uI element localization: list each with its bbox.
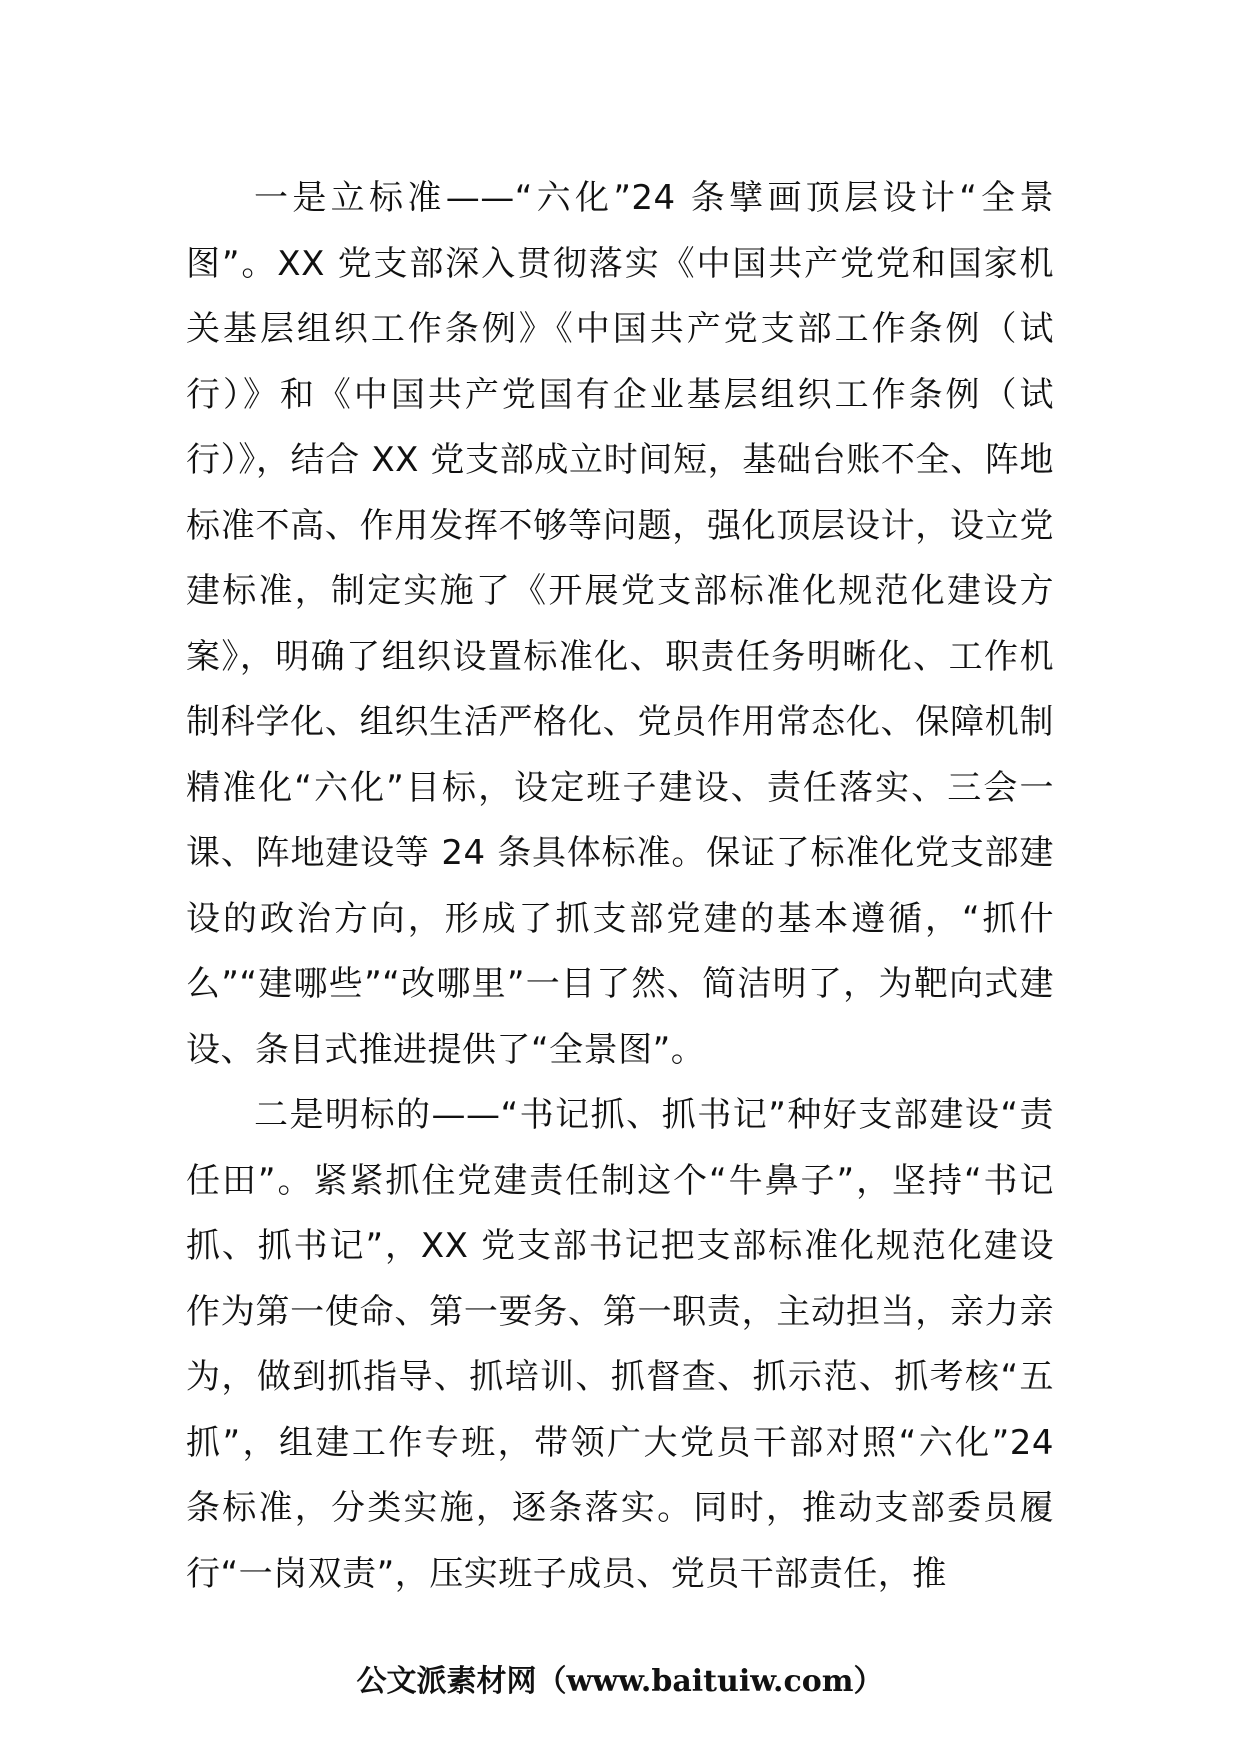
paragraph-responsibility: 二是明标的——“书记抓、抓书记”种好支部建设“责任田”。紧紧抓住党建责任制这个“牛鼻子”，坚持“书记抓、抓书记”，XX 党支部书记把支部标准化规范化建设作为第一使命、第一要务、第一职责，主动担当，亲力亲为，做到抓指导、抓培训、抓督查、抓示范、抓考核“五抓”，组建工作专班，带领广大党员干部对照“六化”24 条标准，分类实施，逐条落实。同时，推动支部委员履行“一岗双责”，压实班子成员、党员干部责任，推 (186, 1095, 1054, 1594)
paragraph-standards: 一是立标准——“六化”24 条擘画顶层设计“全景图”。XX 党支部深入贯彻落实《中国共产党党和国家机关基层组织工作条例》《中国共产党支部工作条例（试行）》和《中国共产党国有企业基层组织工作条例（试行）》，结合 XX 党支部成立时间短，基础台账不全、阵地标准不高、作用发挥不够等问题，强化顶层设计，设立党建标准，制定实施了《开展党支部标准化规范化建设方案》，明确了组织设置标准化、职责任务明晰化、工作机制科学化、组织生活严格化、党员作用常态化、保障机制精准化“六化”目标，设定班子建设、责任落实、三会一课、阵地建设等 24 条具体标准。保证了标准化党支部建设的政治方向，形成了抓支部党建的基本遵循，“抓什么”“建哪些”“改哪里”一目了然、简洁明了，为靶向式建设、条目式推进提供了“全景图”。 (186, 178, 1054, 1070)
document-body (186, 166, 1054, 1626)
footer-watermark: 公文派素材网（www.baituiw.com） (356, 1664, 884, 1699)
